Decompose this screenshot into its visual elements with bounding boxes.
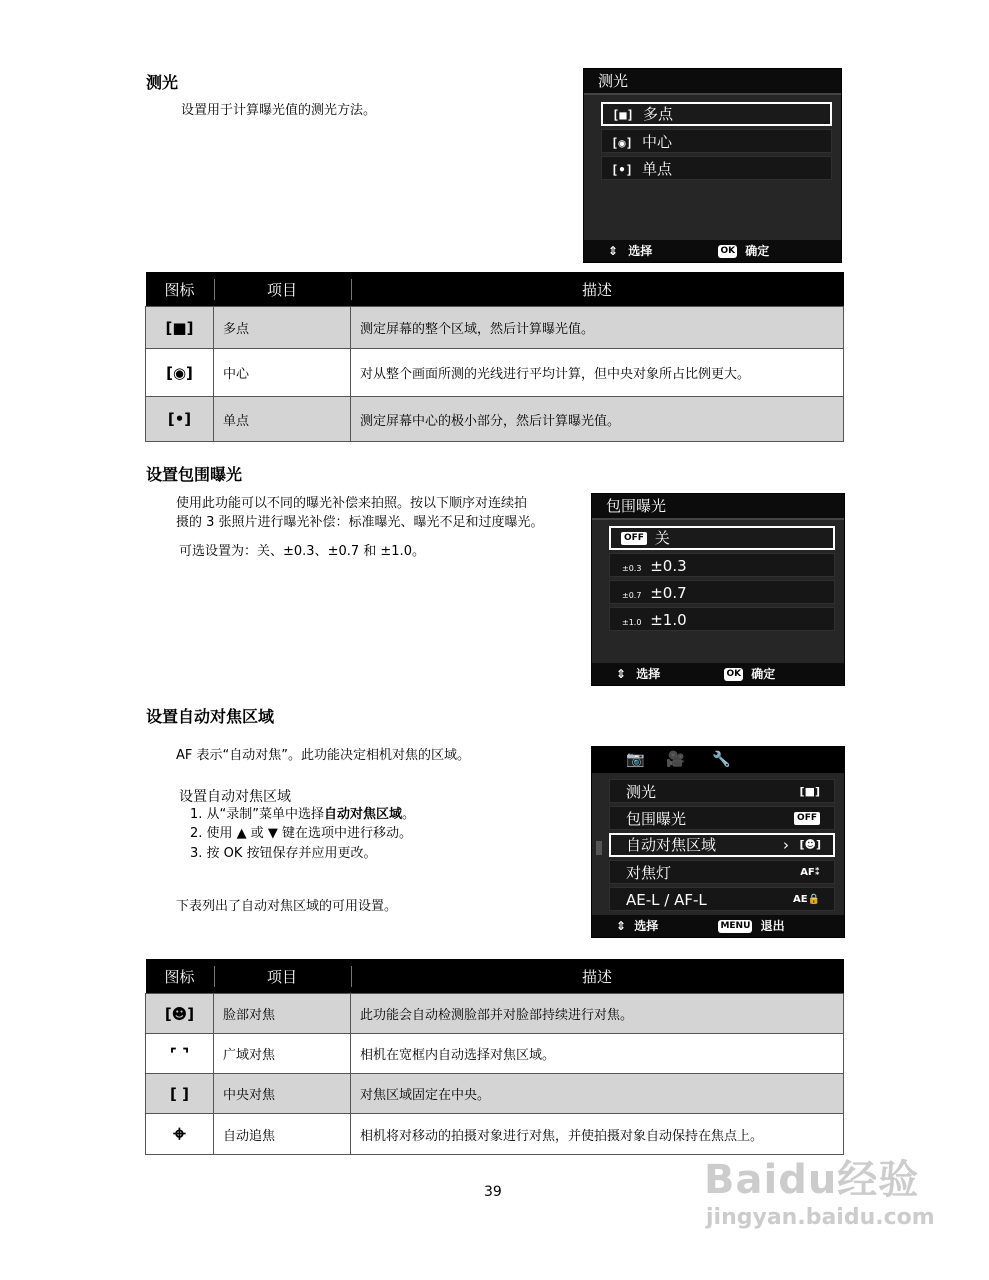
footer-select-label: 选择 (634, 919, 659, 933)
table-header (146, 959, 844, 994)
af-area-description: AF 表示“自动对焦”。此功能决定相机对焦的区域。 (176, 748, 470, 763)
af-area-heading: 设置自动对焦区域 (146, 707, 275, 726)
metering-description: 设置用于计算曝光值的测光方法。 (181, 103, 377, 118)
af-table-intro: 下表列出了自动对焦区域的可用设置。 (176, 899, 398, 914)
footer-exit-label: 退出 (760, 919, 785, 933)
af-menu-screen (591, 746, 845, 938)
bracketing-description-line2: 摄的 3 张照片进行曝光补偿：标准曝光、曝光不足和过度曝光。 (176, 515, 544, 530)
tracking-af-icon: ⌖ (146, 1114, 214, 1155)
bracketing-option-0-7[interactable] (609, 580, 835, 604)
bracketing-options-text: 可选设置为：关、±0.3、±0.7 和 ±1.0。 (179, 544, 425, 559)
row-item: 单点 (214, 397, 351, 442)
menu-item-label: AE-L / AF-L (626, 891, 707, 909)
table-header (146, 272, 844, 307)
option-label: ±0.3 (650, 557, 687, 575)
menu-item-label: 测光 (626, 783, 657, 801)
row-item: 多点 (214, 307, 351, 349)
table-row (146, 307, 844, 349)
af-step-2: 2. 使用 ▲ 或 ▼ 键在选项中进行移动。 (190, 826, 413, 841)
center-af-icon: [ ] (146, 1074, 214, 1114)
menu-item-label: 包围曝光 (626, 810, 687, 828)
multi-metering-icon: [■] (146, 307, 214, 349)
row-desc: 相机在宽框内自动选择对焦区域。 (351, 1034, 844, 1074)
ae-lock-icon: AE🔒 (792, 894, 820, 905)
metering-option-multi[interactable] (601, 102, 832, 126)
metering-table (145, 272, 844, 442)
table-row (146, 397, 844, 442)
bracketing-screen-footer (592, 663, 844, 685)
menu-item-label: 自动对焦区域 (626, 836, 717, 854)
af-step-1 (190, 805, 415, 825)
footer-confirm-label: 确定 (745, 244, 770, 258)
wide-af-icon: ⌜ ⌝ (146, 1034, 214, 1074)
menu-item-metering[interactable] (609, 779, 835, 803)
row-desc: 对从整个画面所测的光线进行平均计算，但中央对象所占比例更大。 (351, 349, 844, 397)
af-steps-title: 设置自动对焦区域 (179, 789, 291, 805)
header-icon: 图标 (146, 966, 215, 987)
option-label: ±1.0 (650, 611, 687, 629)
video-icon[interactable]: 🎥 (666, 750, 685, 768)
row-item: 中心 (214, 349, 351, 397)
row-desc: 测定屏幕的整个区域，然后计算曝光值。 (351, 307, 844, 349)
metering-screen-title: 测光 (584, 69, 841, 95)
option-label: 中心 (642, 133, 673, 151)
menu-item-bracketing[interactable] (609, 806, 835, 830)
footer-select-label: 选择 (636, 667, 661, 681)
menu-item-ae-af-lock[interactable] (609, 887, 835, 911)
option-label: 多点 (643, 105, 674, 123)
spot-metering-icon: [•] (146, 397, 214, 442)
menu-item-label: 对焦灯 (626, 864, 672, 882)
menu-button-icon: MENU (720, 921, 751, 931)
scrollbar[interactable] (596, 841, 602, 855)
header-desc: 描述 (351, 272, 844, 307)
up-down-arrow-icon: ⇕ (608, 244, 619, 258)
header-item: 项目 (214, 279, 352, 300)
footer-select-label: 选择 (628, 244, 653, 258)
bracketing-icon: ±0.7 (622, 591, 642, 600)
face-af-icon: [☻] (799, 838, 821, 851)
af-lamp-icon: AF⁑ (800, 867, 820, 878)
row-item: 广域对焦 (214, 1034, 351, 1074)
bracketing-icon: ±0.3 (622, 564, 642, 573)
menu-tab-bar (592, 747, 844, 773)
bracketing-heading: 设置包围曝光 (146, 465, 243, 484)
up-down-arrow-icon: ⇕ (616, 919, 627, 933)
row-desc: 测定屏幕中心的极小部分，然后计算曝光值。 (351, 397, 844, 442)
bracketing-description-line1: 使用此功能可以不同的曝光补偿来拍照。按以下顺序对连续拍 (176, 496, 528, 511)
header-icon: 图标 (146, 279, 215, 300)
row-item: 中央对焦 (214, 1074, 351, 1114)
center-metering-icon: [◉] (611, 136, 633, 150)
off-icon: OFF (794, 812, 820, 825)
center-metering-icon: [◉] (146, 349, 214, 397)
bracketing-icon: ±1.0 (622, 618, 642, 627)
row-desc: 对焦区域固定在中央。 (351, 1074, 844, 1114)
off-icon: OFF (621, 532, 647, 545)
bracketing-screen (591, 493, 845, 686)
multi-metering-icon: [■] (612, 108, 634, 122)
table-row (146, 1034, 844, 1074)
footer-confirm-label: 确定 (751, 667, 776, 681)
table-row (146, 1074, 844, 1114)
table-row (146, 349, 844, 397)
option-label: 关 (654, 529, 670, 547)
metering-screen (583, 68, 842, 263)
metering-screen-footer (584, 240, 841, 262)
row-desc: 此功能会自动检测脸部并对脸部持续进行对焦。 (351, 994, 844, 1034)
bracketing-option-off[interactable] (609, 526, 835, 550)
option-label: ±0.7 (650, 584, 687, 602)
bracketing-option-0-3[interactable] (609, 553, 835, 577)
camera-icon[interactable]: 📷 (626, 750, 645, 768)
face-af-icon: [☻] (146, 994, 214, 1034)
metering-option-center[interactable] (601, 129, 832, 153)
bracketing-option-1-0[interactable] (609, 607, 835, 631)
af-step-3: 3. 按 OK 按钮保存并应用更改。 (190, 846, 377, 861)
table-row (146, 994, 844, 1034)
multi-metering-icon: [■] (799, 785, 820, 798)
ok-button-icon: OK (726, 669, 742, 679)
bracketing-screen-title: 包围曝光 (592, 494, 844, 520)
af-menu-footer (592, 915, 844, 937)
step-text: 。 (402, 807, 416, 822)
step-bold-text: 自动对焦区域 (324, 807, 403, 822)
chevron-right-icon: › (783, 836, 789, 854)
row-item: 自动追焦 (214, 1114, 351, 1155)
up-down-arrow-icon: ⇕ (616, 667, 627, 681)
menu-item-af-lamp[interactable] (609, 860, 835, 884)
metering-option-spot[interactable] (601, 156, 832, 180)
header-desc: 描述 (351, 959, 844, 994)
watermark-url: jingyan.baidu.com (706, 1205, 935, 1230)
step-text: 1. 从“录制”菜单中选择 (190, 807, 325, 822)
header-item: 项目 (214, 966, 352, 987)
row-item: 脸部对焦 (214, 994, 351, 1034)
af-area-table (145, 959, 844, 1155)
row-desc: 相机将对移动的拍摄对象进行对焦，并使拍摄对象自动保持在焦点上。 (351, 1114, 844, 1155)
menu-item-af-area[interactable] (609, 833, 835, 857)
wrench-icon[interactable]: 🔧 (712, 750, 731, 768)
spot-metering-icon: [•] (611, 163, 633, 177)
ok-button-icon: OK (720, 246, 736, 256)
page-number: 39 (484, 1184, 502, 1200)
option-label: 单点 (642, 160, 673, 178)
metering-heading: 测光 (146, 73, 179, 92)
watermark-logo: Baidu经验 (704, 1157, 920, 1203)
